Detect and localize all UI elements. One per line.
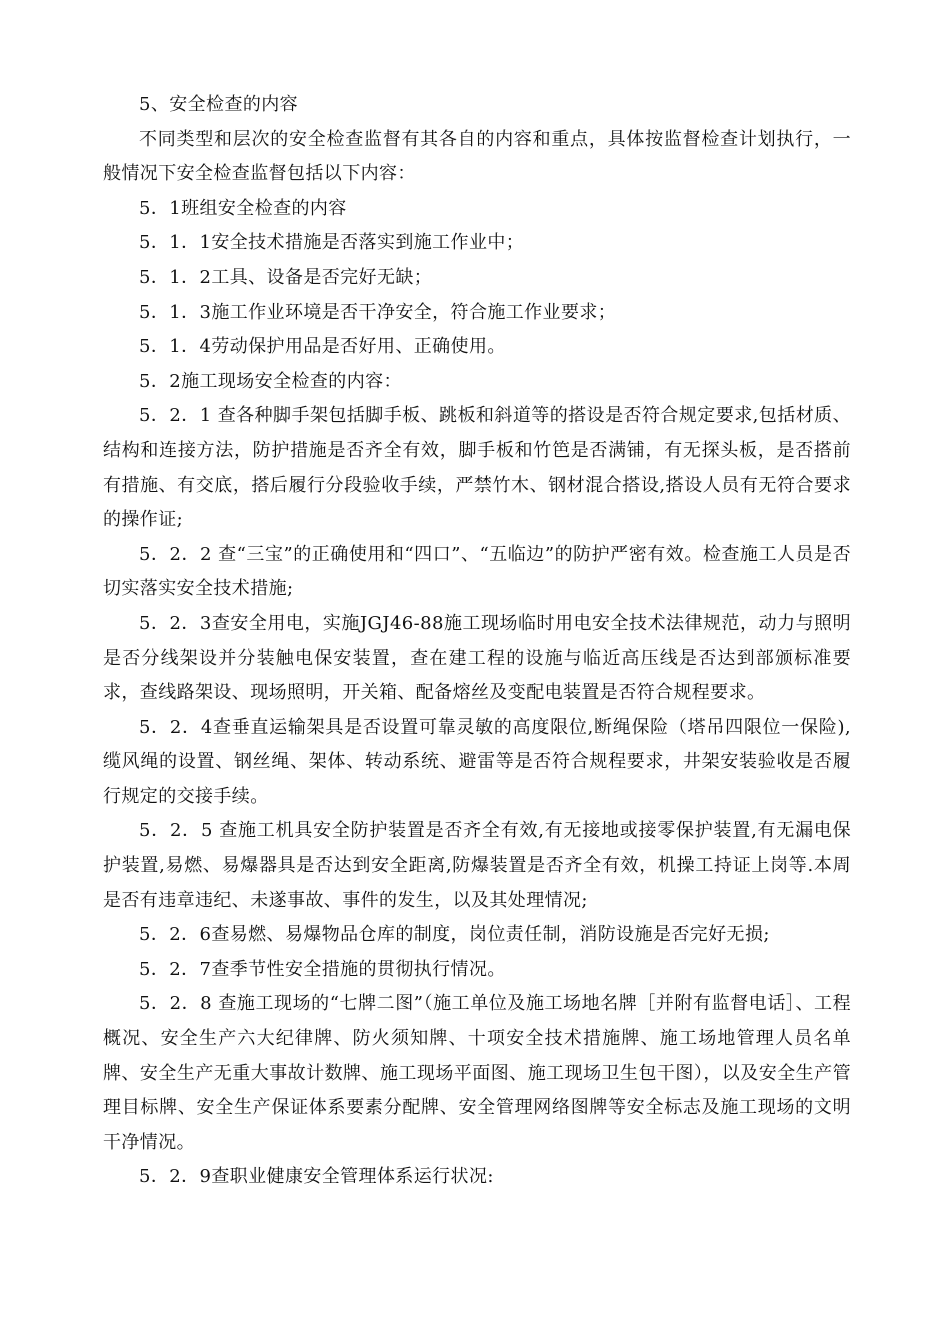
item-5-2-7: 5．2．7查季节性安全措施的贯彻执行情况。 [139, 958, 506, 980]
item-5-2-8: 5．2．8 查施工现场的“七牌二图”（施工单位及施工场地名牌［并附有监督电话］、工程概况、安全生产六大纪律牌、防火须知牌、十项安全技术措施牌、施工场地管理人员名单牌、安全生产无重大事故计数牌、施工现场平面图、施工现场卫生包干图），以及安全生产管理目标牌、安全生产保证体系要素分配牌、安全管理网络图牌等安全标志及施工现场的文明干净情况。 [103, 993, 851, 1153]
document-body [103, 88, 851, 1195]
item-5-1-4: 5．1．4劳动保护用品是否好用、正确使用。 [139, 336, 506, 358]
item-5-1-1: 5．1．1安全技术措施是否落实到施工作业中； [139, 232, 525, 254]
item-5-2-4: 5．2．4查垂直运输架具是否设置可靠灵敏的高度限位,断绳保险（塔吊四限位一保险),缆风绳的设置、钢丝绳、架体、转动系统、避雷等是否符合规程要求，井架安装验收是否履行规定的交接手续。 [103, 716, 851, 807]
subsection-heading-5-2: 5．2施工现场安全检查的内容： [139, 370, 402, 392]
intro-paragraph: 不同类型和层次的安全检查监督有其各自的内容和重点，具体按监督检查计划执行，一般情况下安全检查监督包括以下内容： [103, 128, 851, 185]
item-5-2-6: 5．2．6查易燃、易爆物品仓库的制度，岗位责任制，消防设施是否完好无损; [139, 924, 770, 946]
item-5-2-3: 5．2．3查安全用电，实施JGJ46-88施工现场临时用电安全技术法律规范，动力与照明是否分线架设并分装触电保安装置，查在建工程的设施与临近高压线是否达到部颁标准要求，查线路架设、现场照明，开关箱、配备熔丝及变配电装置是否符合规程要求。 [103, 612, 851, 704]
item-5-2-5: 5．2．5 查施工机具安全防护装置是否齐全有效,有无接地或接零保护装置,有无漏电保护装置,易燃、易爆器具是否达到安全距离,防爆装置是否齐全有效，机操工持证上岗等.本周是否有违章违纪、未遂事故、事件的发生，以及其处理情况; [103, 820, 851, 911]
subsection-heading-5-1: 5．1班组安全检查的内容 [139, 197, 347, 219]
item-5-2-1: 5．2．1 查各种脚手架包括脚手板、跳板和斜道等的搭设是否符合规定要求,包括材质、结构和连接方法，防护措施是否齐全有效，脚手板和竹笆是否满铺，有无探头板，是否搭前有措施、有交底，搭后履行分段验收手续，严禁竹木、钢材混合搭设,搭设人员有无符合要求的操作证; [103, 405, 851, 531]
item-5-2-9: 5．2．9查职业健康安全管理体系运行状况: [139, 1166, 494, 1188]
item-5-2-2: 5．2．2 查“三宝”的正确使用和“四口”、“五临边”的防护严密有效。检查施工人员是否切实落实安全技术措施; [103, 543, 851, 600]
item-5-1-3: 5．1．3施工作业环境是否干净安全，符合施工作业要求； [139, 301, 617, 323]
item-5-1-2: 5．1．2工具、设备是否完好无缺； [139, 266, 433, 288]
section-heading: 5、安全检查的内容 [139, 94, 299, 115]
